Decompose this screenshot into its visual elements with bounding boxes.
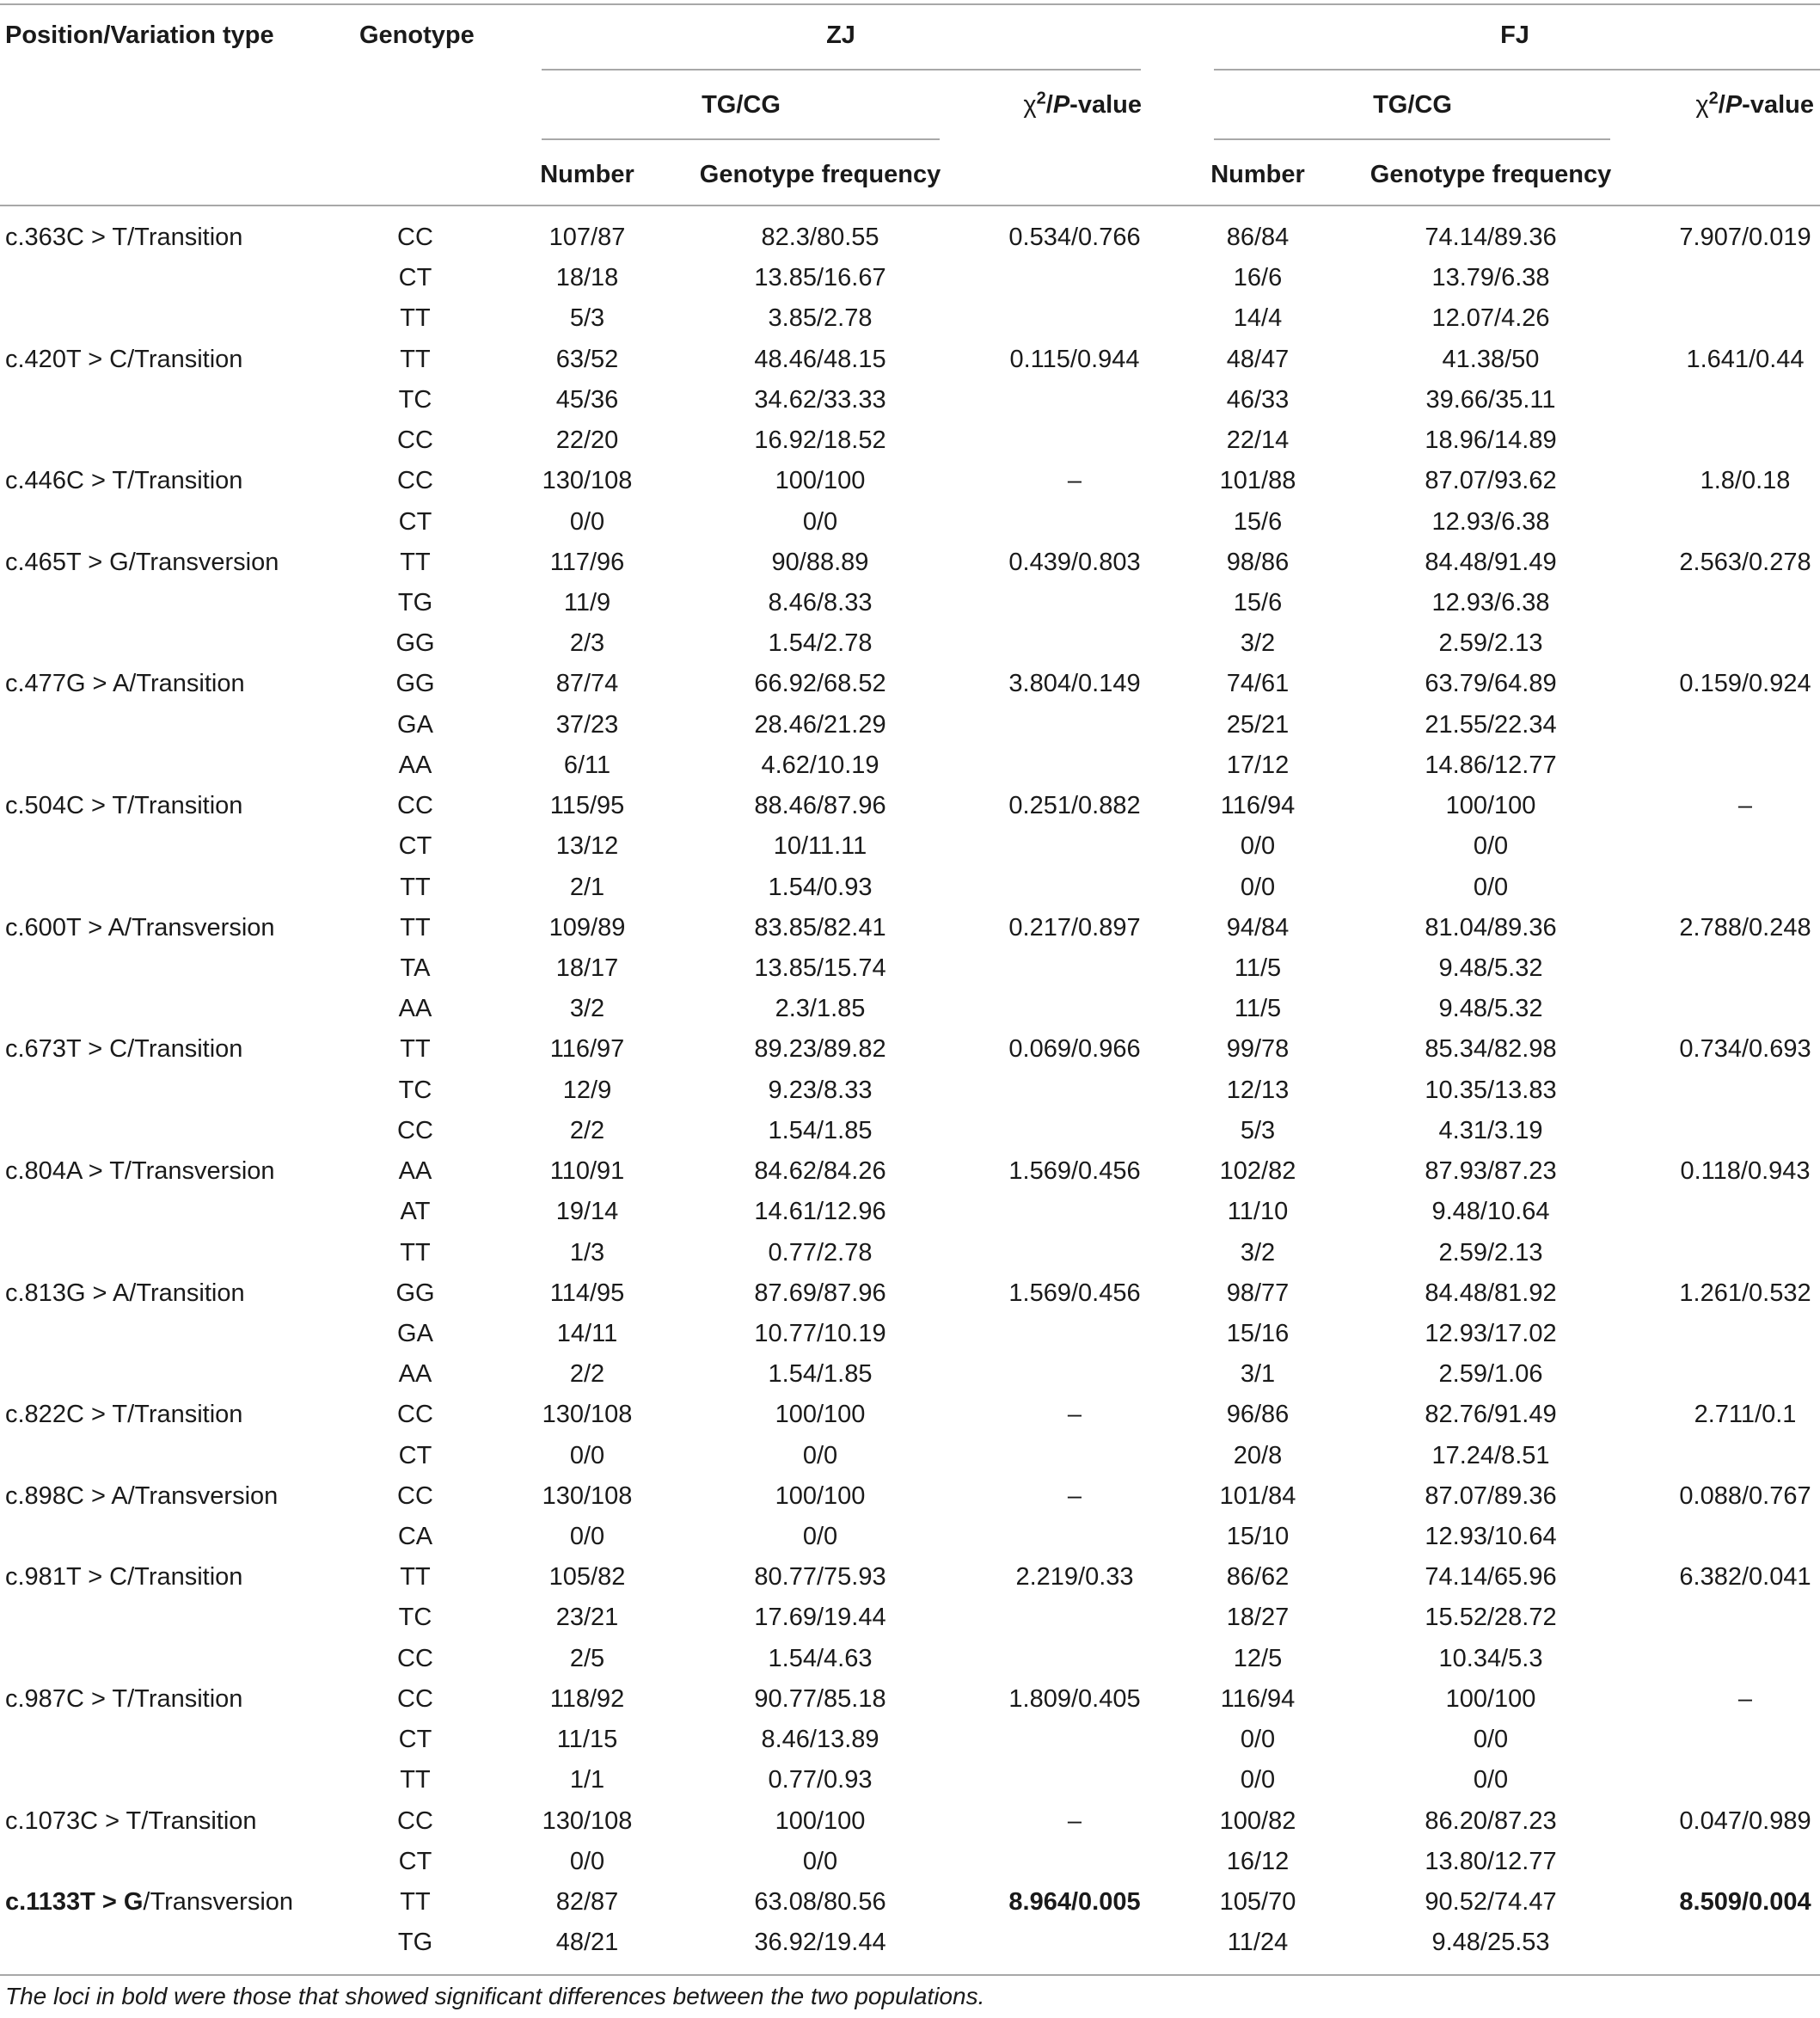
genotype-cell: TT — [400, 1239, 431, 1267]
fj-frequency-cell: 74.14/89.36 — [1425, 224, 1557, 251]
fj-chi-cell: 0.118/0.943 — [1680, 1157, 1811, 1185]
zj-frequency-cell: 34.62/33.33 — [754, 386, 886, 414]
zj-number-cell: 5/3 — [569, 304, 605, 332]
zj-number-cell: 6/11 — [563, 751, 611, 779]
fj-frequency-cell: 4.31/3.19 — [1438, 1117, 1543, 1144]
fj-frequency-cell: 2.59/1.06 — [1438, 1360, 1543, 1388]
variation-type: /Transversion — [143, 1888, 294, 1916]
fj-chi-cell: 2.788/0.248 — [1679, 914, 1811, 942]
zj-frequency-cell: 48.46/48.15 — [754, 346, 886, 373]
zj-chi-cell: 0.217/0.897 — [1008, 914, 1141, 942]
header-fj-chi-square — [1695, 90, 1814, 120]
zj-number-cell: 2/2 — [569, 1117, 605, 1144]
zj-frequency-cell: 63.08/80.56 — [754, 1888, 886, 1916]
top-rule — [0, 3, 1820, 5]
zj-frequency-cell: 4.62/10.19 — [761, 751, 879, 779]
genotype-cell: TC — [398, 1076, 432, 1104]
fj-number-cell: 86/84 — [1226, 224, 1290, 251]
zj-frequency-cell: 88.46/87.96 — [754, 792, 886, 819]
position-cell: c.987C > T/Transition — [5, 1685, 243, 1713]
zj-group-rule — [542, 69, 1141, 71]
zj-chi-cell: 1.809/0.405 — [1008, 1685, 1141, 1713]
zj-number-cell: 130/108 — [542, 467, 633, 494]
fj-number-cell: 100/82 — [1219, 1807, 1296, 1835]
fj-group-rule — [1214, 69, 1820, 71]
header-genotype: Genotype — [359, 21, 475, 49]
fj-frequency-cell: 87.07/93.62 — [1425, 467, 1557, 494]
fj-number-cell: 11/5 — [1234, 995, 1282, 1022]
header-fj: FJ — [1500, 21, 1529, 49]
fj-number-cell: 101/88 — [1219, 467, 1296, 494]
fj-frequency-cell: 85.34/82.98 — [1425, 1035, 1557, 1063]
fj-number-cell: 15/16 — [1226, 1320, 1290, 1347]
fj-chi-cell: 2.563/0.278 — [1679, 549, 1811, 576]
fj-chi-cell: 0.047/0.989 — [1679, 1807, 1811, 1835]
fj-number-cell: 0/0 — [1240, 1726, 1276, 1753]
fj-number-cell: 94/84 — [1226, 914, 1290, 942]
zj-number-cell: 3/2 — [569, 995, 605, 1022]
genotype-cell: AA — [398, 995, 432, 1022]
genotype-cell: CT — [398, 264, 432, 291]
fj-frequency-cell: 10.35/13.83 — [1425, 1076, 1557, 1104]
header-position: Position/Variation type — [5, 21, 274, 49]
zj-number-cell: 14/11 — [556, 1320, 618, 1347]
fj-chi-cell: 0.159/0.924 — [1679, 670, 1811, 697]
genotype-cell: TT — [400, 346, 431, 373]
zj-frequency-cell: 66.92/68.52 — [754, 670, 886, 697]
fj-number-cell: 46/33 — [1226, 386, 1290, 414]
fj-frequency-cell: 18.96/14.89 — [1425, 426, 1557, 454]
zj-number-cell: 1/3 — [569, 1239, 605, 1267]
zj-number-cell: 82/87 — [555, 1888, 619, 1916]
position-cell: c.804A > T/Transversion — [5, 1157, 275, 1185]
fj-number-cell: 22/14 — [1226, 426, 1290, 454]
zj-tgcg-rule — [542, 138, 940, 140]
zj-frequency-cell: 89.23/89.82 — [754, 1035, 886, 1063]
genotype-cell: CT — [398, 832, 432, 860]
position-cell: c.1073C > T/Transition — [5, 1807, 257, 1835]
p-letter: P — [1725, 91, 1743, 119]
zj-number-cell: 0/0 — [569, 508, 605, 536]
fj-frequency-cell: 14.86/12.77 — [1425, 751, 1557, 779]
fj-number-cell: 116/94 — [1220, 792, 1296, 819]
fj-number-cell: 99/78 — [1226, 1035, 1290, 1063]
header-zj: ZJ — [826, 21, 855, 49]
header-fj-frequency: Genotype frequency — [1370, 161, 1612, 188]
zj-chi-cell: 1.569/0.456 — [1008, 1279, 1141, 1307]
fj-number-cell: 3/1 — [1240, 1360, 1276, 1388]
fj-frequency-cell: 12.07/4.26 — [1431, 304, 1550, 332]
zj-chi-cell: 8.964/0.005 — [1008, 1888, 1141, 1916]
fj-chi-cell: – — [1737, 1685, 1753, 1713]
zj-frequency-cell: 14.61/12.96 — [754, 1198, 886, 1225]
fj-number-cell: 11/5 — [1234, 954, 1282, 982]
zj-number-cell: 105/82 — [548, 1563, 626, 1591]
zj-frequency-cell: 1.54/0.93 — [768, 874, 873, 901]
header-zj-tgcg: TG/CG — [702, 91, 781, 119]
zj-chi-cell: 0.115/0.944 — [1009, 346, 1140, 373]
bold-locus: c.1133T > G — [5, 1888, 144, 1916]
zj-number-cell: 63/52 — [555, 346, 619, 373]
fj-number-cell: 25/21 — [1226, 711, 1290, 739]
genotype-cell: TT — [400, 1035, 431, 1063]
fj-frequency-cell: 12.93/17.02 — [1425, 1320, 1557, 1347]
fj-frequency-cell: 39.66/35.11 — [1425, 386, 1556, 414]
fj-frequency-cell: 84.48/91.49 — [1425, 549, 1557, 576]
zj-number-cell: 117/96 — [549, 549, 625, 576]
fj-number-cell: 98/77 — [1226, 1279, 1290, 1307]
zj-frequency-cell: 100/100 — [775, 1482, 866, 1510]
zj-frequency-cell: 83.85/82.41 — [754, 914, 886, 942]
genotype-cell: TT — [400, 1888, 431, 1916]
header-bottom-rule — [0, 205, 1820, 206]
fj-number-cell: 0/0 — [1240, 1766, 1276, 1794]
fj-frequency-cell: 86.20/87.23 — [1425, 1807, 1557, 1835]
zj-number-cell: 37/23 — [555, 711, 619, 739]
genotype-cell: AA — [398, 1360, 432, 1388]
zj-number-cell: 19/14 — [555, 1198, 619, 1225]
zj-chi-cell: – — [1067, 1401, 1082, 1428]
fj-chi-cell: 1.8/0.18 — [1700, 467, 1791, 494]
fj-number-cell: 17/12 — [1226, 751, 1290, 779]
genotype-cell: TG — [397, 1929, 433, 1956]
zj-number-cell: 2/5 — [569, 1645, 605, 1672]
zj-frequency-cell: 13.85/16.67 — [754, 264, 886, 291]
fj-number-cell: 86/62 — [1226, 1563, 1290, 1591]
zj-frequency-cell: 100/100 — [775, 1807, 866, 1835]
zj-number-cell: 116/97 — [549, 1035, 625, 1063]
genotype-cell: TT — [400, 549, 431, 576]
genotype-cell: GA — [397, 1320, 433, 1347]
zj-chi-cell: 0.534/0.766 — [1008, 224, 1141, 251]
fj-frequency-cell: 13.80/12.77 — [1425, 1848, 1557, 1875]
fj-frequency-cell: 0/0 — [1473, 1726, 1509, 1753]
zj-chi-cell: – — [1067, 1807, 1082, 1835]
genotype-cell: GG — [395, 629, 435, 657]
zj-frequency-cell: 100/100 — [775, 1401, 866, 1428]
fj-number-cell: 16/6 — [1233, 264, 1283, 291]
zj-number-cell: 23/21 — [555, 1604, 619, 1631]
fj-chi-cell: 1.261/0.532 — [1679, 1279, 1811, 1307]
zj-frequency-cell: 1.54/4.63 — [768, 1645, 873, 1672]
fj-number-cell: 14/4 — [1233, 304, 1283, 332]
zj-frequency-cell: 100/100 — [775, 467, 866, 494]
zj-frequency-cell: 10/11.11 — [773, 832, 867, 860]
genotype-cell: CC — [397, 1807, 433, 1835]
genotype-cell: TC — [398, 1604, 432, 1631]
fj-frequency-cell: 9.48/5.32 — [1438, 995, 1543, 1022]
fj-number-cell: 12/13 — [1226, 1076, 1290, 1104]
footnote: The loci in bold were those that showed significant differences between the two populations. — [5, 1983, 985, 2009]
genotype-cell: CT — [398, 1848, 432, 1875]
position-cell: c.446C > T/Transition — [5, 467, 243, 494]
fj-frequency-cell: 2.59/2.13 — [1438, 1239, 1543, 1267]
zj-chi-cell: 2.219/0.33 — [1015, 1563, 1134, 1591]
fj-frequency-cell: 17.24/8.51 — [1431, 1442, 1550, 1469]
position-cell — [5, 1886, 293, 1917]
fj-number-cell: 102/82 — [1219, 1157, 1296, 1185]
zj-number-cell: 2/2 — [569, 1360, 605, 1388]
fj-frequency-cell: 10.34/5.3 — [1438, 1645, 1543, 1672]
zj-frequency-cell: 10.77/10.19 — [754, 1320, 886, 1347]
header-fj-number: Number — [1210, 161, 1305, 188]
zj-number-cell: 0/0 — [569, 1442, 605, 1469]
zj-frequency-cell: 0/0 — [802, 1848, 838, 1875]
fj-frequency-cell: 15.52/28.72 — [1425, 1604, 1557, 1631]
genotype-cell: GG — [395, 670, 435, 697]
fj-chi-cell: 1.641/0.44 — [1686, 346, 1805, 373]
zj-number-cell: 0/0 — [569, 1523, 605, 1550]
genotype-cell: AT — [400, 1198, 431, 1225]
zj-chi-cell: – — [1067, 1482, 1082, 1510]
position-cell: c.898C > A/Transversion — [5, 1482, 279, 1510]
fj-chi-cell: 2.711/0.1 — [1694, 1401, 1797, 1428]
zj-number-cell: 0/0 — [569, 1848, 605, 1875]
fj-number-cell: 74/61 — [1226, 670, 1290, 697]
zj-number-cell: 130/108 — [542, 1807, 633, 1835]
zj-number-cell: 18/17 — [555, 954, 619, 982]
fj-frequency-cell: 2.59/2.13 — [1438, 629, 1543, 657]
zj-chi-cell: – — [1067, 467, 1082, 494]
fj-frequency-cell: 12.93/10.64 — [1425, 1523, 1557, 1550]
chi-symbol: χ — [1695, 91, 1709, 119]
position-cell: c.673T > C/Transition — [5, 1035, 243, 1063]
genotype-cell: CC — [397, 1685, 433, 1713]
genotype-cell: CC — [397, 1401, 433, 1428]
genotype-cell: TC — [398, 386, 432, 414]
zj-frequency-cell: 1.54/1.85 — [768, 1117, 873, 1144]
genotype-cell: TA — [400, 954, 431, 982]
zj-number-cell: 2/1 — [569, 874, 605, 901]
position-cell: c.822C > T/Transition — [5, 1401, 243, 1428]
zj-frequency-cell: 80.77/75.93 — [754, 1563, 886, 1591]
zj-number-cell: 109/89 — [548, 914, 626, 942]
chi-slash: / — [1718, 91, 1725, 119]
zj-number-cell: 1/1 — [569, 1766, 605, 1794]
zj-frequency-cell: 17.69/19.44 — [754, 1604, 886, 1631]
genotype-cell: AA — [398, 1157, 432, 1185]
zj-number-cell: 115/95 — [549, 792, 625, 819]
zj-chi-cell: 0.439/0.803 — [1008, 549, 1141, 576]
zj-frequency-cell: 0.77/0.93 — [768, 1766, 873, 1794]
genotype-cell: CC — [397, 792, 433, 819]
fj-number-cell: 18/27 — [1226, 1604, 1290, 1631]
zj-number-cell: 118/92 — [549, 1685, 625, 1713]
zj-frequency-cell: 9.23/8.33 — [768, 1076, 873, 1104]
fj-frequency-cell: 81.04/89.36 — [1425, 914, 1557, 942]
zj-frequency-cell: 0/0 — [802, 508, 838, 536]
position-cell: c.465T > G/Transversion — [5, 549, 279, 576]
fj-frequency-cell: 82.76/91.49 — [1425, 1401, 1557, 1428]
genotype-cell: AA — [398, 751, 432, 779]
fj-chi-cell: 6.382/0.041 — [1679, 1563, 1811, 1591]
fj-frequency-cell: 84.48/81.92 — [1425, 1279, 1557, 1307]
genotype-cell: TT — [400, 874, 431, 901]
genotype-cell: CC — [397, 426, 433, 454]
fj-frequency-cell: 0/0 — [1473, 1766, 1509, 1794]
fj-number-cell: 15/6 — [1233, 589, 1283, 616]
fj-number-cell: 101/84 — [1219, 1482, 1296, 1510]
header-fj-tgcg: TG/CG — [1373, 91, 1452, 119]
genotype-cell: CC — [397, 1117, 433, 1144]
zj-number-cell: 13/12 — [555, 832, 619, 860]
fj-number-cell: 116/94 — [1220, 1685, 1296, 1713]
zj-frequency-cell: 84.62/84.26 — [754, 1157, 886, 1185]
fj-number-cell: 96/86 — [1226, 1401, 1290, 1428]
fj-number-cell: 5/3 — [1240, 1117, 1276, 1144]
zj-number-cell: 130/108 — [542, 1482, 633, 1510]
zj-chi-cell: 3.804/0.149 — [1008, 670, 1141, 697]
header-zj-chi-square — [1023, 90, 1142, 120]
zj-frequency-cell: 90.77/85.18 — [754, 1685, 886, 1713]
fj-number-cell: 48/47 — [1226, 346, 1290, 373]
fj-frequency-cell: 87.07/89.36 — [1425, 1482, 1557, 1510]
zj-number-cell: 48/21 — [555, 1929, 619, 1956]
zj-chi-cell: 0.069/0.966 — [1008, 1035, 1141, 1063]
fj-number-cell: 98/86 — [1226, 549, 1290, 576]
zj-number-cell: 11/9 — [563, 589, 611, 616]
zj-frequency-cell: 13.85/15.74 — [754, 954, 886, 982]
chi-suffix: -value — [1742, 91, 1814, 119]
fj-number-cell: 105/70 — [1219, 1888, 1296, 1916]
chi-slash: / — [1045, 91, 1053, 119]
zj-number-cell: 45/36 — [555, 386, 619, 414]
chi-suffix: -value — [1069, 91, 1142, 119]
genotype-cell: TT — [400, 1563, 431, 1591]
chi-superscript: 2 — [1708, 89, 1719, 108]
header-zj-number: Number — [540, 161, 634, 188]
zj-frequency-cell: 8.46/8.33 — [768, 589, 873, 616]
zj-chi-cell: 0.251/0.882 — [1008, 792, 1141, 819]
fj-number-cell: 0/0 — [1240, 874, 1276, 901]
position-cell: c.363C > T/Transition — [5, 224, 243, 251]
fj-chi-cell: 0.088/0.767 — [1679, 1482, 1811, 1510]
fj-frequency-cell: 87.93/87.23 — [1425, 1157, 1557, 1185]
zj-number-cell: 2/3 — [569, 629, 605, 657]
fj-frequency-cell: 9.48/5.32 — [1438, 954, 1543, 982]
fj-frequency-cell: 21.55/22.34 — [1425, 711, 1557, 739]
bottom-rule — [0, 1974, 1820, 1976]
genotype-cell: TT — [400, 1766, 431, 1794]
fj-frequency-cell: 41.38/50 — [1442, 346, 1540, 373]
fj-number-cell: 15/6 — [1233, 508, 1283, 536]
genotype-cell: CC — [397, 224, 433, 251]
position-cell: c.477G > A/Transition — [5, 670, 245, 697]
position-cell: c.813G > A/Transition — [5, 1279, 245, 1307]
fj-number-cell: 11/10 — [1227, 1198, 1289, 1225]
zj-number-cell: 130/108 — [542, 1401, 633, 1428]
genotype-cell: CC — [397, 467, 433, 494]
fj-frequency-cell: 13.79/6.38 — [1431, 264, 1550, 291]
fj-frequency-cell: 100/100 — [1445, 1685, 1536, 1713]
zj-number-cell: 114/95 — [549, 1279, 625, 1307]
chi-symbol: χ — [1023, 91, 1037, 119]
genotype-cell: TT — [400, 304, 431, 332]
zj-number-cell: 107/87 — [548, 224, 626, 251]
zj-frequency-cell: 8.46/13.89 — [761, 1726, 879, 1753]
zj-frequency-cell: 1.54/1.85 — [768, 1360, 873, 1388]
fj-frequency-cell: 0/0 — [1473, 874, 1509, 901]
zj-frequency-cell: 0/0 — [802, 1442, 838, 1469]
zj-frequency-cell: 3.85/2.78 — [768, 304, 873, 332]
header-zj-frequency: Genotype frequency — [699, 161, 941, 188]
genotype-cell: CC — [397, 1645, 433, 1672]
zj-frequency-cell: 36.92/19.44 — [754, 1929, 886, 1956]
fj-frequency-cell: 9.48/10.64 — [1431, 1198, 1550, 1225]
fj-chi-cell: 7.907/0.019 — [1679, 224, 1811, 251]
fj-number-cell: 20/8 — [1233, 1442, 1283, 1469]
zj-number-cell: 11/15 — [556, 1726, 618, 1753]
fj-chi-cell: 8.509/0.004 — [1679, 1888, 1811, 1916]
zj-frequency-cell: 82.3/80.55 — [761, 224, 879, 251]
zj-number-cell: 22/20 — [555, 426, 619, 454]
fj-chi-cell: – — [1737, 792, 1753, 819]
genotype-cell: TT — [400, 914, 431, 942]
fj-frequency-cell: 12.93/6.38 — [1431, 589, 1550, 616]
fj-number-cell: 16/12 — [1226, 1848, 1290, 1875]
genotype-cell: CT — [398, 508, 432, 536]
genotype-cell: CT — [398, 1726, 432, 1753]
zj-number-cell: 87/74 — [555, 670, 619, 697]
p-letter: P — [1052, 91, 1070, 119]
position-cell: c.600T > A/Transversion — [5, 914, 275, 942]
fj-number-cell: 3/2 — [1240, 629, 1276, 657]
fj-frequency-cell: 63.79/64.89 — [1425, 670, 1557, 697]
fj-tgcg-rule — [1214, 138, 1610, 140]
zj-frequency-cell: 28.46/21.29 — [754, 711, 886, 739]
position-cell: c.420T > C/Transition — [5, 346, 243, 373]
zj-frequency-cell: 16.92/18.52 — [754, 426, 886, 454]
fj-frequency-cell: 9.48/25.53 — [1431, 1929, 1550, 1956]
position-cell: c.981T > C/Transition — [5, 1563, 243, 1591]
fj-number-cell: 0/0 — [1240, 832, 1276, 860]
fj-frequency-cell: 100/100 — [1445, 792, 1536, 819]
zj-frequency-cell: 2.3/1.85 — [775, 995, 866, 1022]
zj-number-cell: 110/91 — [549, 1157, 625, 1185]
zj-number-cell: 18/18 — [555, 264, 619, 291]
fj-number-cell: 15/10 — [1226, 1523, 1290, 1550]
fj-frequency-cell: 12.93/6.38 — [1431, 508, 1550, 536]
fj-number-cell: 12/5 — [1233, 1645, 1283, 1672]
zj-frequency-cell: 0.77/2.78 — [768, 1239, 873, 1267]
zj-number-cell: 12/9 — [562, 1076, 612, 1104]
zj-frequency-cell: 87.69/87.96 — [754, 1279, 886, 1307]
zj-frequency-cell: 90/88.89 — [771, 549, 869, 576]
genotype-cell: GA — [397, 711, 433, 739]
zj-frequency-cell: 1.54/2.78 — [768, 629, 873, 657]
zj-frequency-cell: 0/0 — [802, 1523, 838, 1550]
genotype-cell: CT — [398, 1442, 432, 1469]
zj-chi-cell: 1.569/0.456 — [1008, 1157, 1141, 1185]
genotype-cell: CC — [397, 1482, 433, 1510]
position-cell: c.504C > T/Transition — [5, 792, 243, 819]
fj-number-cell: 3/2 — [1240, 1239, 1276, 1267]
genotype-cell: CA — [397, 1523, 433, 1550]
fj-chi-cell: 0.734/0.693 — [1679, 1035, 1811, 1063]
genotype-cell: TG — [397, 589, 433, 616]
fj-number-cell: 11/24 — [1227, 1929, 1289, 1956]
genotype-cell: GG — [395, 1279, 435, 1307]
chi-superscript: 2 — [1036, 89, 1046, 108]
fj-frequency-cell: 74.14/65.96 — [1425, 1563, 1557, 1591]
fj-frequency-cell: 0/0 — [1473, 832, 1509, 860]
fj-frequency-cell: 90.52/74.47 — [1425, 1888, 1557, 1916]
